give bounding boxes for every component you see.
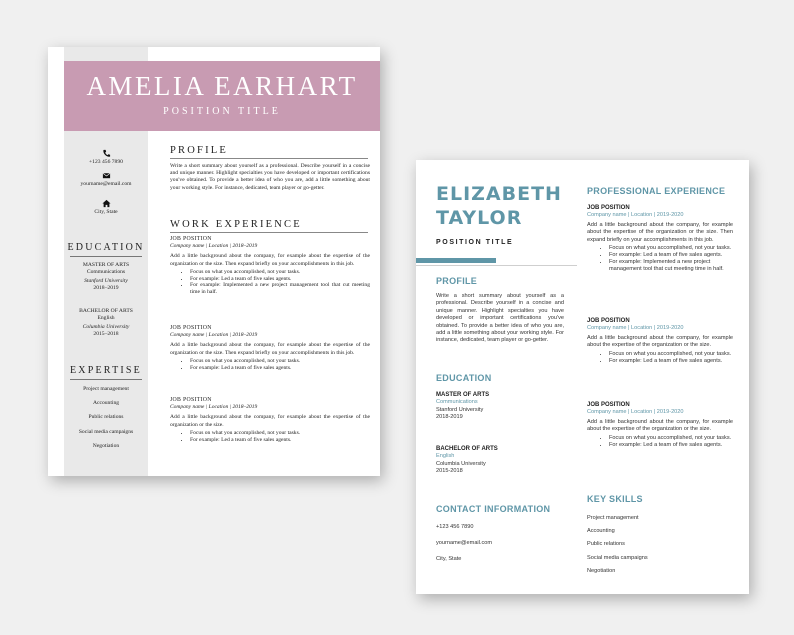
resume-name: AMELIA EARHART: [86, 71, 358, 101]
company-line: Company name | Location | 2019-2020: [587, 409, 684, 416]
list-item: Negotiation: [92, 442, 120, 449]
profile-heading: PROFILE: [436, 276, 478, 286]
list-item: • For example: Led a team of five sales agents.: [190, 276, 370, 283]
company-line: Company name | Location | 2019-2020: [587, 212, 684, 219]
contact-phone: +123 456 7890: [436, 524, 474, 530]
list-item: • Focus on what you accomplished, not your tasks.: [190, 269, 370, 276]
list-item: Project management: [83, 386, 129, 392]
job-title: JOB POSITION: [587, 402, 630, 408]
divider: [170, 158, 368, 159]
list-item: Public relations: [587, 541, 625, 548]
profile-text: Write a short summary about yourself as a professional. Describe yourself in a concise and unique manner. Highlight specialties you have developed or important certifications you've obtained. To provide a better idea of who you are, add a little something about your working style. For instance, dedicated, team player or go-getter.: [170, 163, 370, 191]
job-description: Add a little background about the company, for example about the expertise of the organization or the size. Then expand briefly on your accomplishments in this job.: [587, 221, 733, 243]
list-item: • Focus on what you accomplished, not your tasks.: [609, 435, 733, 442]
job-bullets: [587, 351, 733, 365]
resume-amelia: [48, 47, 380, 476]
list-item: • Focus on what you accomplished, not your tasks.: [190, 358, 370, 365]
resume-elizabeth: [416, 160, 749, 594]
job-description: Add a little background about the company, for example about the expertise of the organization or the size. Then expand briefly on your accomplishments in this job.: [170, 342, 370, 356]
job-entry: [587, 402, 733, 449]
job-title: JOB POSITION: [587, 205, 630, 211]
position-title: POSITION TITLE: [436, 239, 514, 246]
company-line: Company name | Location | 2018–2019: [170, 243, 258, 250]
education-entry: MASTER OF ARTS Communications Stanford University 2018-2019: [436, 392, 490, 421]
home-icon: [102, 199, 111, 208]
list-item: • For example: Implemented a new project management tool that cut meeting time in half.: [190, 282, 370, 296]
divider: [170, 232, 368, 233]
list-item: Social media campaigns: [587, 554, 648, 561]
divider: [70, 256, 142, 257]
job-description: Add a little background about the company, for example about the expertise of the organization or the size.: [587, 418, 733, 433]
list-item: • For example: Led a team of five sales agents.: [609, 358, 733, 365]
job-bullets: [170, 269, 370, 296]
skills-list: [587, 512, 648, 578]
job-bullets: [170, 358, 370, 372]
education-heading: EDUCATION: [436, 373, 492, 383]
job-entry: [587, 205, 733, 273]
job-description: Add a little background about the company, for example about the expertise of the organization or the size.: [587, 334, 733, 349]
accent-bar: [416, 258, 496, 263]
resume-name: ELIZABETH TAYLOR: [436, 183, 562, 229]
job-entry: [170, 236, 370, 296]
envelope-icon: [102, 171, 111, 180]
job-title: JOB POSITION: [170, 236, 212, 242]
job-bullets: [170, 430, 370, 444]
job-title: JOB POSITION: [170, 325, 212, 331]
job-title: JOB POSITION: [587, 318, 630, 324]
list-item: • For example: Led a team of five sales agents.: [190, 437, 370, 444]
list-item: • Focus on what you accomplished, not your tasks.: [190, 430, 370, 437]
list-item: • Focus on what you accomplished, not your tasks.: [609, 245, 733, 252]
list-item: Project management: [587, 515, 639, 521]
job-bullets: [587, 245, 733, 273]
list-item: Negotiation: [587, 567, 616, 574]
company-line: Company name | Location | 2019-2020: [587, 325, 684, 332]
list-item: Social media campaigns: [78, 428, 134, 435]
list-item: • For example: Led a team of five sales agents.: [190, 365, 370, 372]
contact-email: yourname@email.com: [436, 540, 493, 546]
education-entry: BACHELOR OF ARTS English Columbia University 2015–2018: [79, 308, 133, 337]
education-entry: MASTER OF ARTS Communications Stanford University 2018–2019: [82, 262, 130, 291]
company-line: Company name | Location | 2018–2019: [170, 404, 258, 411]
job-description: Add a little background about the company, for example about the expertise of the organization or the size.: [170, 414, 370, 428]
company-line: Company name | Location | 2018–2019: [170, 332, 258, 339]
position-title: POSITION TITLE: [163, 106, 281, 117]
profile-text: Write a short summary about yourself as a professional. Describe yourself in a concise and unique manner. Highlight specialties you have developed or important certifications you've obtained. To provide a better idea of who you are, add a little something about your working style. For instance, dedicated, team player or go-getter.: [436, 293, 564, 344]
job-title: JOB POSITION: [170, 397, 212, 403]
work-heading: WORK EXPERIENCE: [170, 219, 302, 230]
phone-icon: [102, 149, 111, 158]
education-heading: EDUCATION: [67, 242, 145, 253]
contact-location: City, State: [64, 199, 148, 216]
job-entry: [170, 397, 370, 443]
experience-heading: PROFESSIONAL EXPERIENCE: [587, 186, 726, 196]
job-bullets: [587, 435, 733, 449]
divider: [416, 265, 577, 266]
expertise-heading: EXPERTISE: [70, 365, 142, 376]
list-item: Accounting: [587, 528, 615, 535]
list-item: Accounting: [92, 400, 120, 407]
job-description: Add a little background about the company, for example about the expertise of the organization or the size. Then expand briefly on your accomplishments in this job.: [170, 253, 370, 267]
list-item: Public relations: [88, 414, 124, 421]
profile-heading: PROFILE: [170, 145, 228, 156]
contact-location: City, State: [436, 556, 462, 562]
list-item: • For example: Led a team of five sales agents.: [609, 442, 733, 449]
education-entry: BACHELOR OF ARTS English Columbia University 2015-2018: [436, 446, 498, 475]
divider: [70, 379, 142, 380]
job-entry: [587, 318, 733, 365]
contact-heading: CONTACT INFORMATION: [436, 504, 551, 514]
list-item: • For example: Implemented a new project management tool that cut meeting time in half.: [609, 259, 733, 273]
job-entry: [170, 325, 370, 371]
expertise-list: [64, 382, 148, 453]
skills-heading: KEY SKILLS: [587, 494, 643, 504]
list-item: • Focus on what you accomplished, not your tasks.: [609, 351, 733, 358]
contact-email: yourname@email.com: [64, 171, 148, 188]
contact-phone: +123 456 7890: [64, 149, 148, 166]
list-item: • For example: Led a team of five sales agents.: [609, 252, 733, 259]
